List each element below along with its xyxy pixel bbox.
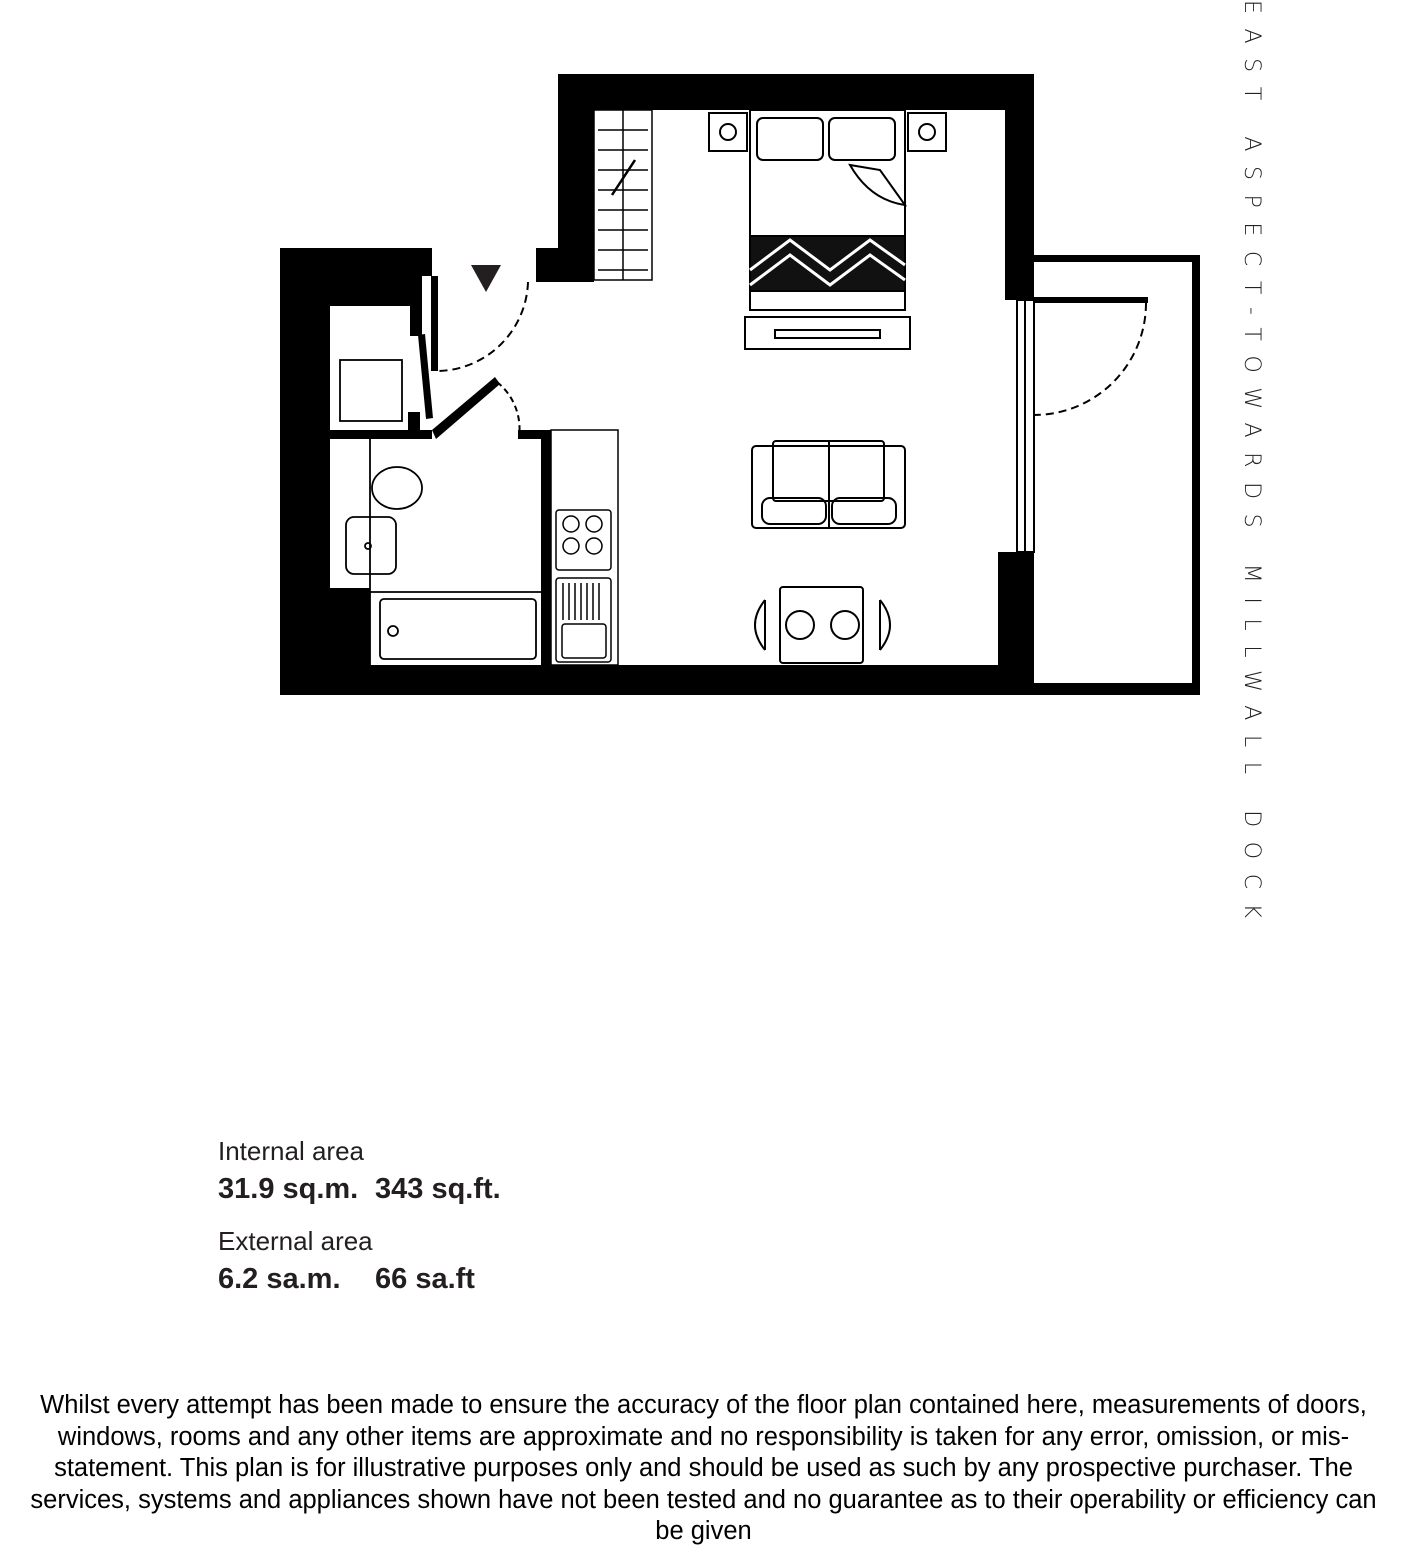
- floor-plan: [0, 0, 1407, 720]
- orientation-text: EAST ASPECT-TOWARDS MILLWALL DOCK: [1239, 0, 1264, 933]
- internal-area-values: [218, 1169, 501, 1223]
- kitchen: [551, 430, 618, 665]
- area-summary: [218, 1133, 501, 1313]
- bathroom: [340, 360, 541, 665]
- external-area-values: [218, 1259, 501, 1313]
- entrance-arrow-icon: [471, 265, 501, 292]
- walls: [280, 74, 1034, 695]
- internal-area-label: Internal area: [218, 1136, 364, 1166]
- external-area-label: External area: [218, 1226, 373, 1256]
- entrance-door-swing: [438, 282, 528, 371]
- internal-area-sqft: 343 sq.ft.: [375, 1173, 501, 1205]
- balcony: [1034, 255, 1200, 695]
- external-area-sqm: 6.2 sa.m.: [218, 1263, 341, 1295]
- sofa: [752, 441, 905, 528]
- external-area-sqft: 66 sa.ft: [375, 1263, 475, 1295]
- internal-area-sqm: 31.9 sq.m.: [218, 1173, 359, 1205]
- balcony-door-swing: [1034, 303, 1146, 415]
- disclaimer: Whilst every attempt has been made to ensure the accuracy of the floor plan contained here, measurements of doors, windows, rooms and any other items are approximate and no responsibility is taken for any error, omission, or mis-statement. This plan is for illustrative purposes only and should be used as such by any prospective purchaser. The services, systems and appliances shown have not been tested and no guarantee as to their operability or efficiency can be given: [30, 1391, 1377, 1545]
- dining-table: [755, 587, 890, 663]
- wardrobe: [594, 110, 652, 280]
- orientation-label: [1236, 0, 1266, 933]
- bathroom-door-swing: [497, 382, 520, 437]
- bed: [709, 110, 946, 349]
